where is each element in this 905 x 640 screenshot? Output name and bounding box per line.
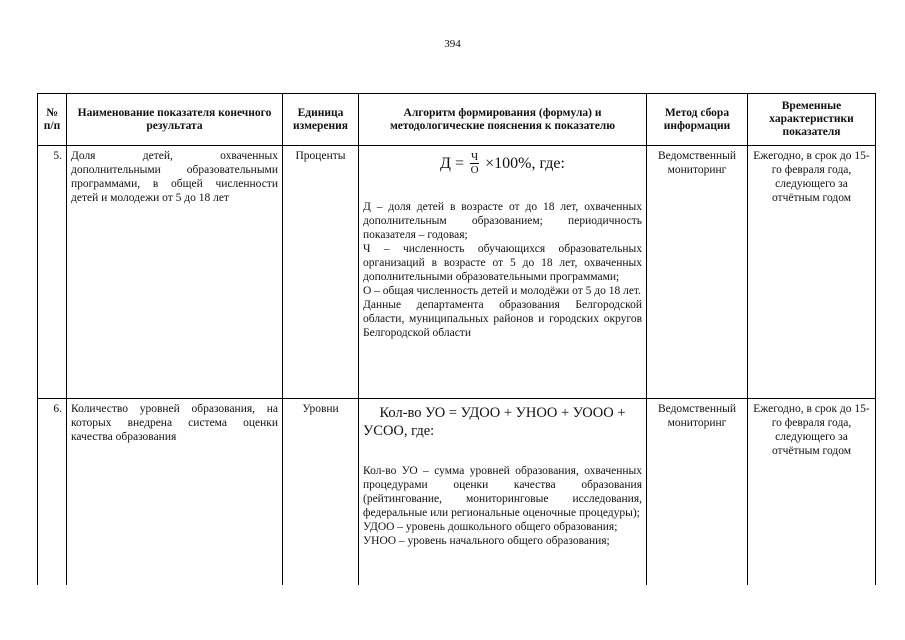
formula: [363, 151, 642, 176]
method-cell: Ведомственный мониторинг: [647, 146, 748, 399]
unit-cell: Проценты: [283, 146, 359, 399]
unit-cell: Уровни: [283, 399, 359, 586]
table-header-row: [38, 94, 876, 146]
header-unit: Единица измерения: [283, 94, 359, 146]
method-cell: Ведомственный мониторинг: [647, 399, 748, 586]
algorithm-cell: [359, 399, 647, 586]
explanation-d: Д – доля детей в возрасте от до 18 лет, охваченных дополнительным образованием; периодичность показателя – годовая;: [363, 201, 642, 241]
formula-denominator: О: [470, 164, 479, 176]
explanation-source: Данные департамента образования Белгородской области, муниципальных районов и городских округов Белгородской области: [363, 299, 642, 339]
formula: Кол-во УО = УДОО + УНОО + УООО + УСОО, где:: [363, 405, 626, 439]
formula-numerator: Ч: [470, 151, 479, 163]
indicators-table: [37, 93, 876, 585]
formula-fraction: [470, 151, 479, 176]
formula-rhs: ×100%, где:: [485, 154, 565, 172]
explanation-ch: Ч – численность обучающихся образовательных организаций в возрасте от 5 до 18 лет, охваченных дополнительными образовательными программами;: [363, 243, 642, 283]
explanation-udoo: УДОО – уровень дошкольного общего образования;: [363, 521, 618, 533]
table-row: [38, 399, 876, 586]
header-method: Метод сбора информации: [647, 94, 748, 146]
header-algorithm: Алгоритм формирования (формула) и методологические пояснения к показателю: [359, 94, 647, 146]
indicator-name: Количество уровней образования, на которых внедрена система оценки качества образования: [67, 399, 283, 586]
explanation-unoo: УНОО – уровень начального общего образования;: [363, 535, 610, 547]
explanation-uo: Кол-во УО – сумма уровней образования, охваченных процедурами оценки качества образования (рейтингование, мониторинговые исследования, федеральные или региональные оценочные процедуры);: [363, 465, 642, 519]
header-num: № п/п: [38, 94, 67, 146]
row-number: 5.: [38, 146, 67, 399]
algorithm-cell: [359, 146, 647, 399]
page-number: 394: [444, 38, 461, 50]
header-name: Наименование показателя конечного результата: [67, 94, 283, 146]
timing-cell: Ежегодно, в срок до 15-го февраля года, следующего за отчётным годом: [748, 146, 876, 399]
explanation-o: О – общая численность детей и молодёжи от 5 до 18 лет.: [363, 285, 641, 297]
timing-cell: Ежегодно, в срок до 15-го февраля года, следующего за отчётным годом: [748, 399, 876, 586]
formula-lhs: Д =: [440, 154, 464, 172]
header-timing: Временные характеристики показателя: [748, 94, 876, 146]
row-number: 6.: [38, 399, 67, 586]
indicator-name: Доля детей, охваченных дополнительными образовательными программами, в общей численности детей и молодежи от 5 до 18 лет: [67, 146, 283, 399]
table-row: [38, 146, 876, 399]
